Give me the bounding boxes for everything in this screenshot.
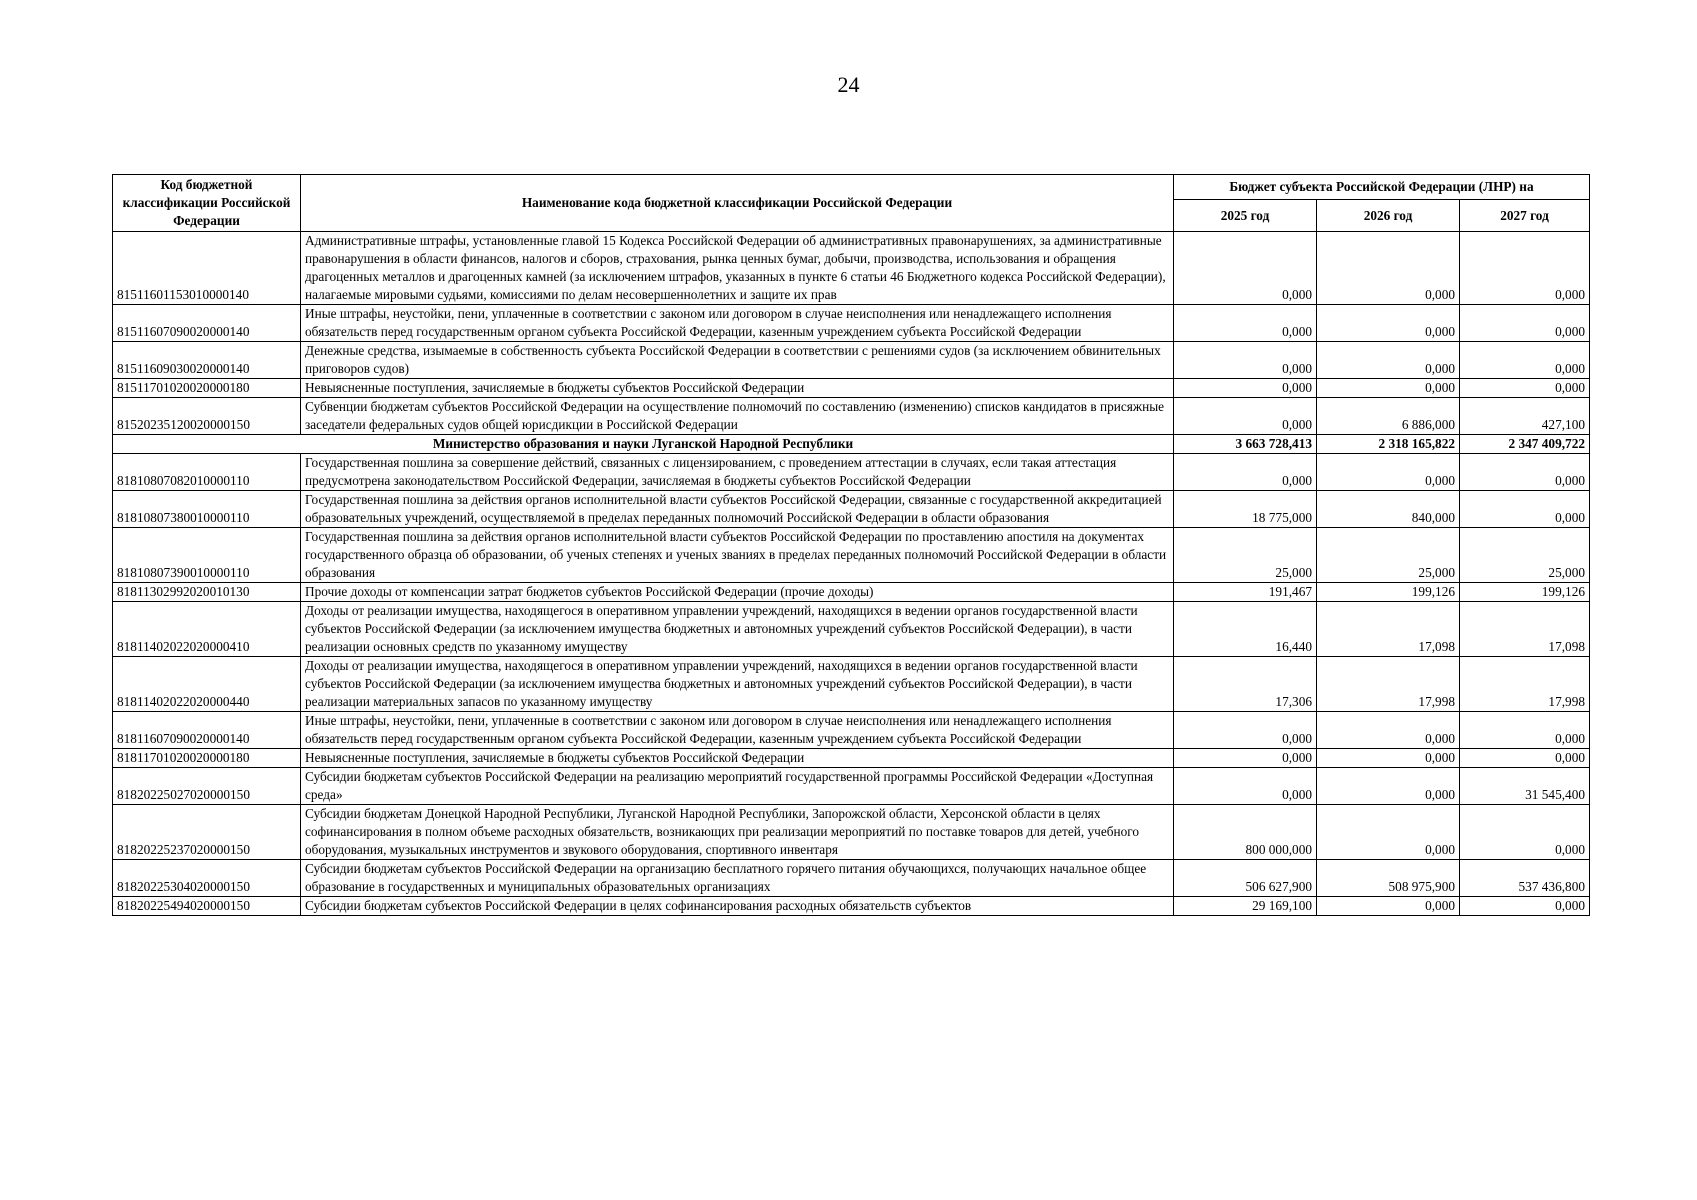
cell-2027: 25,000 <box>1460 528 1590 583</box>
cell-2025: 506 627,900 <box>1174 860 1317 897</box>
table-row <box>113 305 1590 342</box>
cell-2026: 25,000 <box>1317 528 1460 583</box>
cell-2027: 0,000 <box>1460 491 1590 528</box>
cell-2025: 29 169,100 <box>1174 897 1317 916</box>
cell-2026: 199,126 <box>1317 583 1460 602</box>
cell-2026: 840,000 <box>1317 491 1460 528</box>
table-row <box>113 657 1590 712</box>
cell-2027: 17,998 <box>1460 657 1590 712</box>
cell-name: Невыясненные поступления, зачисляемые в бюджеты субъектов Российской Федерации <box>301 749 1174 768</box>
section-total-2027: 2 347 409,722 <box>1460 435 1590 454</box>
cell-name: Доходы от реализации имущества, находящегося в оперативном управлении учреждений, находящихся в ведении органов государственной власти субъектов Российской Федерации (за исключением имущества бюджетных и автономных учреждений субъектов Российской Федерации), в части реализации материальных запасов по указанному имуществу <box>301 657 1174 712</box>
cell-2025: 0,000 <box>1174 379 1317 398</box>
table-row <box>113 602 1590 657</box>
cell-code: 81520235120020000150 <box>113 398 301 435</box>
cell-2025: 191,467 <box>1174 583 1317 602</box>
table-row <box>113 860 1590 897</box>
header-name: Наименование кода бюджетной классификации Российской Федерации <box>301 175 1174 232</box>
cell-code: 81811607090020000140 <box>113 712 301 749</box>
cell-2025: 0,000 <box>1174 305 1317 342</box>
cell-2025: 0,000 <box>1174 749 1317 768</box>
cell-code: 81811402022020000440 <box>113 657 301 712</box>
header-year-2026: 2026 год <box>1317 200 1460 232</box>
table-row <box>113 749 1590 768</box>
cell-2027: 0,000 <box>1460 305 1590 342</box>
table-row <box>113 583 1590 602</box>
cell-2027: 427,100 <box>1460 398 1590 435</box>
cell-name: Прочие доходы от компенсации затрат бюджетов субъектов Российской Федерации (прочие доходы) <box>301 583 1174 602</box>
cell-code: 81811701020020000180 <box>113 749 301 768</box>
table-row <box>113 232 1590 305</box>
table-row <box>113 398 1590 435</box>
cell-2026: 0,000 <box>1317 379 1460 398</box>
cell-name: Государственная пошлина за действия органов исполнительной власти субъектов Российской Федерации, связанные с государственной аккредитацией образовательных учреждений, осуществляемой в пределах переданных полномочий Российской Федерации в области образования <box>301 491 1174 528</box>
cell-code: 81811302992020010130 <box>113 583 301 602</box>
cell-2026: 0,000 <box>1317 305 1460 342</box>
cell-2026: 0,000 <box>1317 454 1460 491</box>
cell-2027: 0,000 <box>1460 749 1590 768</box>
cell-2025: 0,000 <box>1174 712 1317 749</box>
cell-2026: 0,000 <box>1317 712 1460 749</box>
cell-2025: 17,306 <box>1174 657 1317 712</box>
cell-2026: 0,000 <box>1317 897 1460 916</box>
cell-2025: 18 775,000 <box>1174 491 1317 528</box>
table-row <box>113 712 1590 749</box>
cell-code: 81511609030020000140 <box>113 342 301 379</box>
table-header <box>113 175 1590 232</box>
table-body-ministry-education <box>113 454 1590 916</box>
cell-name: Денежные средства, изымаемые в собственность субъекта Российской Федерации в соответствии с решениями судов (за исключением обвинительных приговоров судов) <box>301 342 1174 379</box>
cell-code: 81810807380010000110 <box>113 491 301 528</box>
cell-code: 81810807082010000110 <box>113 454 301 491</box>
table-row <box>113 805 1590 860</box>
header-code: Код бюджетной классификации Российской Федерации <box>113 175 301 232</box>
cell-2027: 0,000 <box>1460 454 1590 491</box>
cell-2026: 508 975,900 <box>1317 860 1460 897</box>
cell-2025: 0,000 <box>1174 454 1317 491</box>
table-row <box>113 379 1590 398</box>
cell-2027: 0,000 <box>1460 379 1590 398</box>
cell-2025: 16,440 <box>1174 602 1317 657</box>
cell-2026: 0,000 <box>1317 342 1460 379</box>
cell-code: 81511701020020000180 <box>113 379 301 398</box>
table-row <box>113 768 1590 805</box>
cell-2026: 0,000 <box>1317 749 1460 768</box>
cell-name: Иные штрафы, неустойки, пени, уплаченные в соответствии с законом или договором в случае неисполнения или ненадлежащего исполнения обязательств перед государственным органом субъекта Российской Федерации, казенным учреждением субъекта Российской Федерации <box>301 712 1174 749</box>
cell-2027: 0,000 <box>1460 805 1590 860</box>
cell-2027: 0,000 <box>1460 712 1590 749</box>
cell-code: 81811402022020000410 <box>113 602 301 657</box>
cell-code: 81820225494020000150 <box>113 897 301 916</box>
cell-name: Субсидии бюджетам Донецкой Народной Республики, Луганской Народной Республики, Запорожской области, Херсонской области в целях софинансирования в полном объеме расходных обязательств, возникающих при реализации мероприятий по поставке товаров для детей, учебного оборудования, музыкальных инструментов и звукового оборудования, спортивного инвентаря <box>301 805 1174 860</box>
cell-code: 81810807390010000110 <box>113 528 301 583</box>
cell-code: 81820225027020000150 <box>113 768 301 805</box>
header-year-2027: 2027 год <box>1460 200 1590 232</box>
cell-code: 81820225237020000150 <box>113 805 301 860</box>
section-total-2025: 3 663 728,413 <box>1174 435 1317 454</box>
cell-2027: 537 436,800 <box>1460 860 1590 897</box>
table-body-section <box>113 435 1590 454</box>
cell-name: Иные штрафы, неустойки, пени, уплаченные в соответствии с законом или договором в случае неисполнения или ненадлежащего исполнения обязательств перед государственным органом субъекта Российской Федерации, казенным учреждением субъекта Российской Федерации <box>301 305 1174 342</box>
cell-2025: 0,000 <box>1174 768 1317 805</box>
table-row <box>113 454 1590 491</box>
cell-2027: 199,126 <box>1460 583 1590 602</box>
cell-2025: 0,000 <box>1174 342 1317 379</box>
cell-2026: 0,000 <box>1317 232 1460 305</box>
cell-code: 81820225304020000150 <box>113 860 301 897</box>
cell-name: Административные штрафы, установленные главой 15 Кодекса Российской Федерации об административных правонарушениях, за административные правонарушения в области финансов, налогов и сборов, страхования, рынка ценных бумаг, добычи, производства, использования и обращения драгоценных металлов и драгоценных камней (за исключением штрафов, указанных в пункте 6 статьи 46 Бюджетного кодекса Российской Федерации), налагаемые мировыми судьями, комиссиями по делам несовершеннолетних и защите их прав <box>301 232 1174 305</box>
table-body-ministry-previous <box>113 232 1590 435</box>
cell-2027: 31 545,400 <box>1460 768 1590 805</box>
cell-2026: 0,000 <box>1317 768 1460 805</box>
section-total-2026: 2 318 165,822 <box>1317 435 1460 454</box>
section-title: Министерство образования и науки Луганской Народной Республики <box>113 435 1174 454</box>
header-budget-group: Бюджет субъекта Российской Федерации (ЛНР) на <box>1174 175 1590 200</box>
cell-2026: 17,998 <box>1317 657 1460 712</box>
cell-code: 81511607090020000140 <box>113 305 301 342</box>
cell-2025: 25,000 <box>1174 528 1317 583</box>
cell-2025: 800 000,000 <box>1174 805 1317 860</box>
cell-2027: 0,000 <box>1460 342 1590 379</box>
cell-name: Субвенции бюджетам субъектов Российской Федерации на осуществление полномочий по составлению (изменению) списков кандидатов в присяжные заседатели федеральных судов общей юрисдикции в Российской Федерации <box>301 398 1174 435</box>
cell-2025: 0,000 <box>1174 232 1317 305</box>
table-row <box>113 342 1590 379</box>
cell-2026: 0,000 <box>1317 805 1460 860</box>
cell-2027: 0,000 <box>1460 232 1590 305</box>
cell-2027: 0,000 <box>1460 897 1590 916</box>
table-row <box>113 528 1590 583</box>
cell-name: Государственная пошлина за совершение действий, связанных с лицензированием, с проведением аттестации в случаях, если такая аттестация предусмотрена законодательством Российской Федерации, зачисляемая в бюджеты субъектов Российской Федерации <box>301 454 1174 491</box>
section-row <box>113 435 1590 454</box>
cell-code: 81511601153010000140 <box>113 232 301 305</box>
table-row <box>113 897 1590 916</box>
cell-2027: 17,098 <box>1460 602 1590 657</box>
cell-2025: 0,000 <box>1174 398 1317 435</box>
cell-2026: 6 886,000 <box>1317 398 1460 435</box>
cell-name: Невыясненные поступления, зачисляемые в бюджеты субъектов Российской Федерации <box>301 379 1174 398</box>
table-row <box>113 491 1590 528</box>
cell-name: Субсидии бюджетам субъектов Российской Федерации на организацию бесплатного горячего питания обучающихся, получающих начальное общее образование в государственных и муниципальных образовательных организациях <box>301 860 1174 897</box>
cell-2026: 17,098 <box>1317 602 1460 657</box>
cell-name: Субсидии бюджетам субъектов Российской Федерации на реализацию мероприятий государственной программы Российской Федерации «Доступная среда» <box>301 768 1174 805</box>
cell-name: Субсидии бюджетам субъектов Российской Федерации в целях софинансирования расходных обязательств субъектов <box>301 897 1174 916</box>
cell-name: Доходы от реализации имущества, находящегося в оперативном управлении учреждений, находящихся в ведении органов государственной власти субъектов Российской Федерации (за исключением имущества бюджетных и автономных учреждений субъектов Российской Федерации), в части реализации основных средств по указанному имуществу <box>301 602 1174 657</box>
header-year-2025: 2025 год <box>1174 200 1317 232</box>
cell-name: Государственная пошлина за действия органов исполнительной власти субъектов Российской Федерации по проставлению апостиля на документах государственного образца об образовании, об ученых степенях и ученых званиях в пределах переданных полномочий Российской Федерации в области образования <box>301 528 1174 583</box>
page-number: 24 <box>837 72 860 97</box>
budget-revenue-table <box>112 174 1590 916</box>
